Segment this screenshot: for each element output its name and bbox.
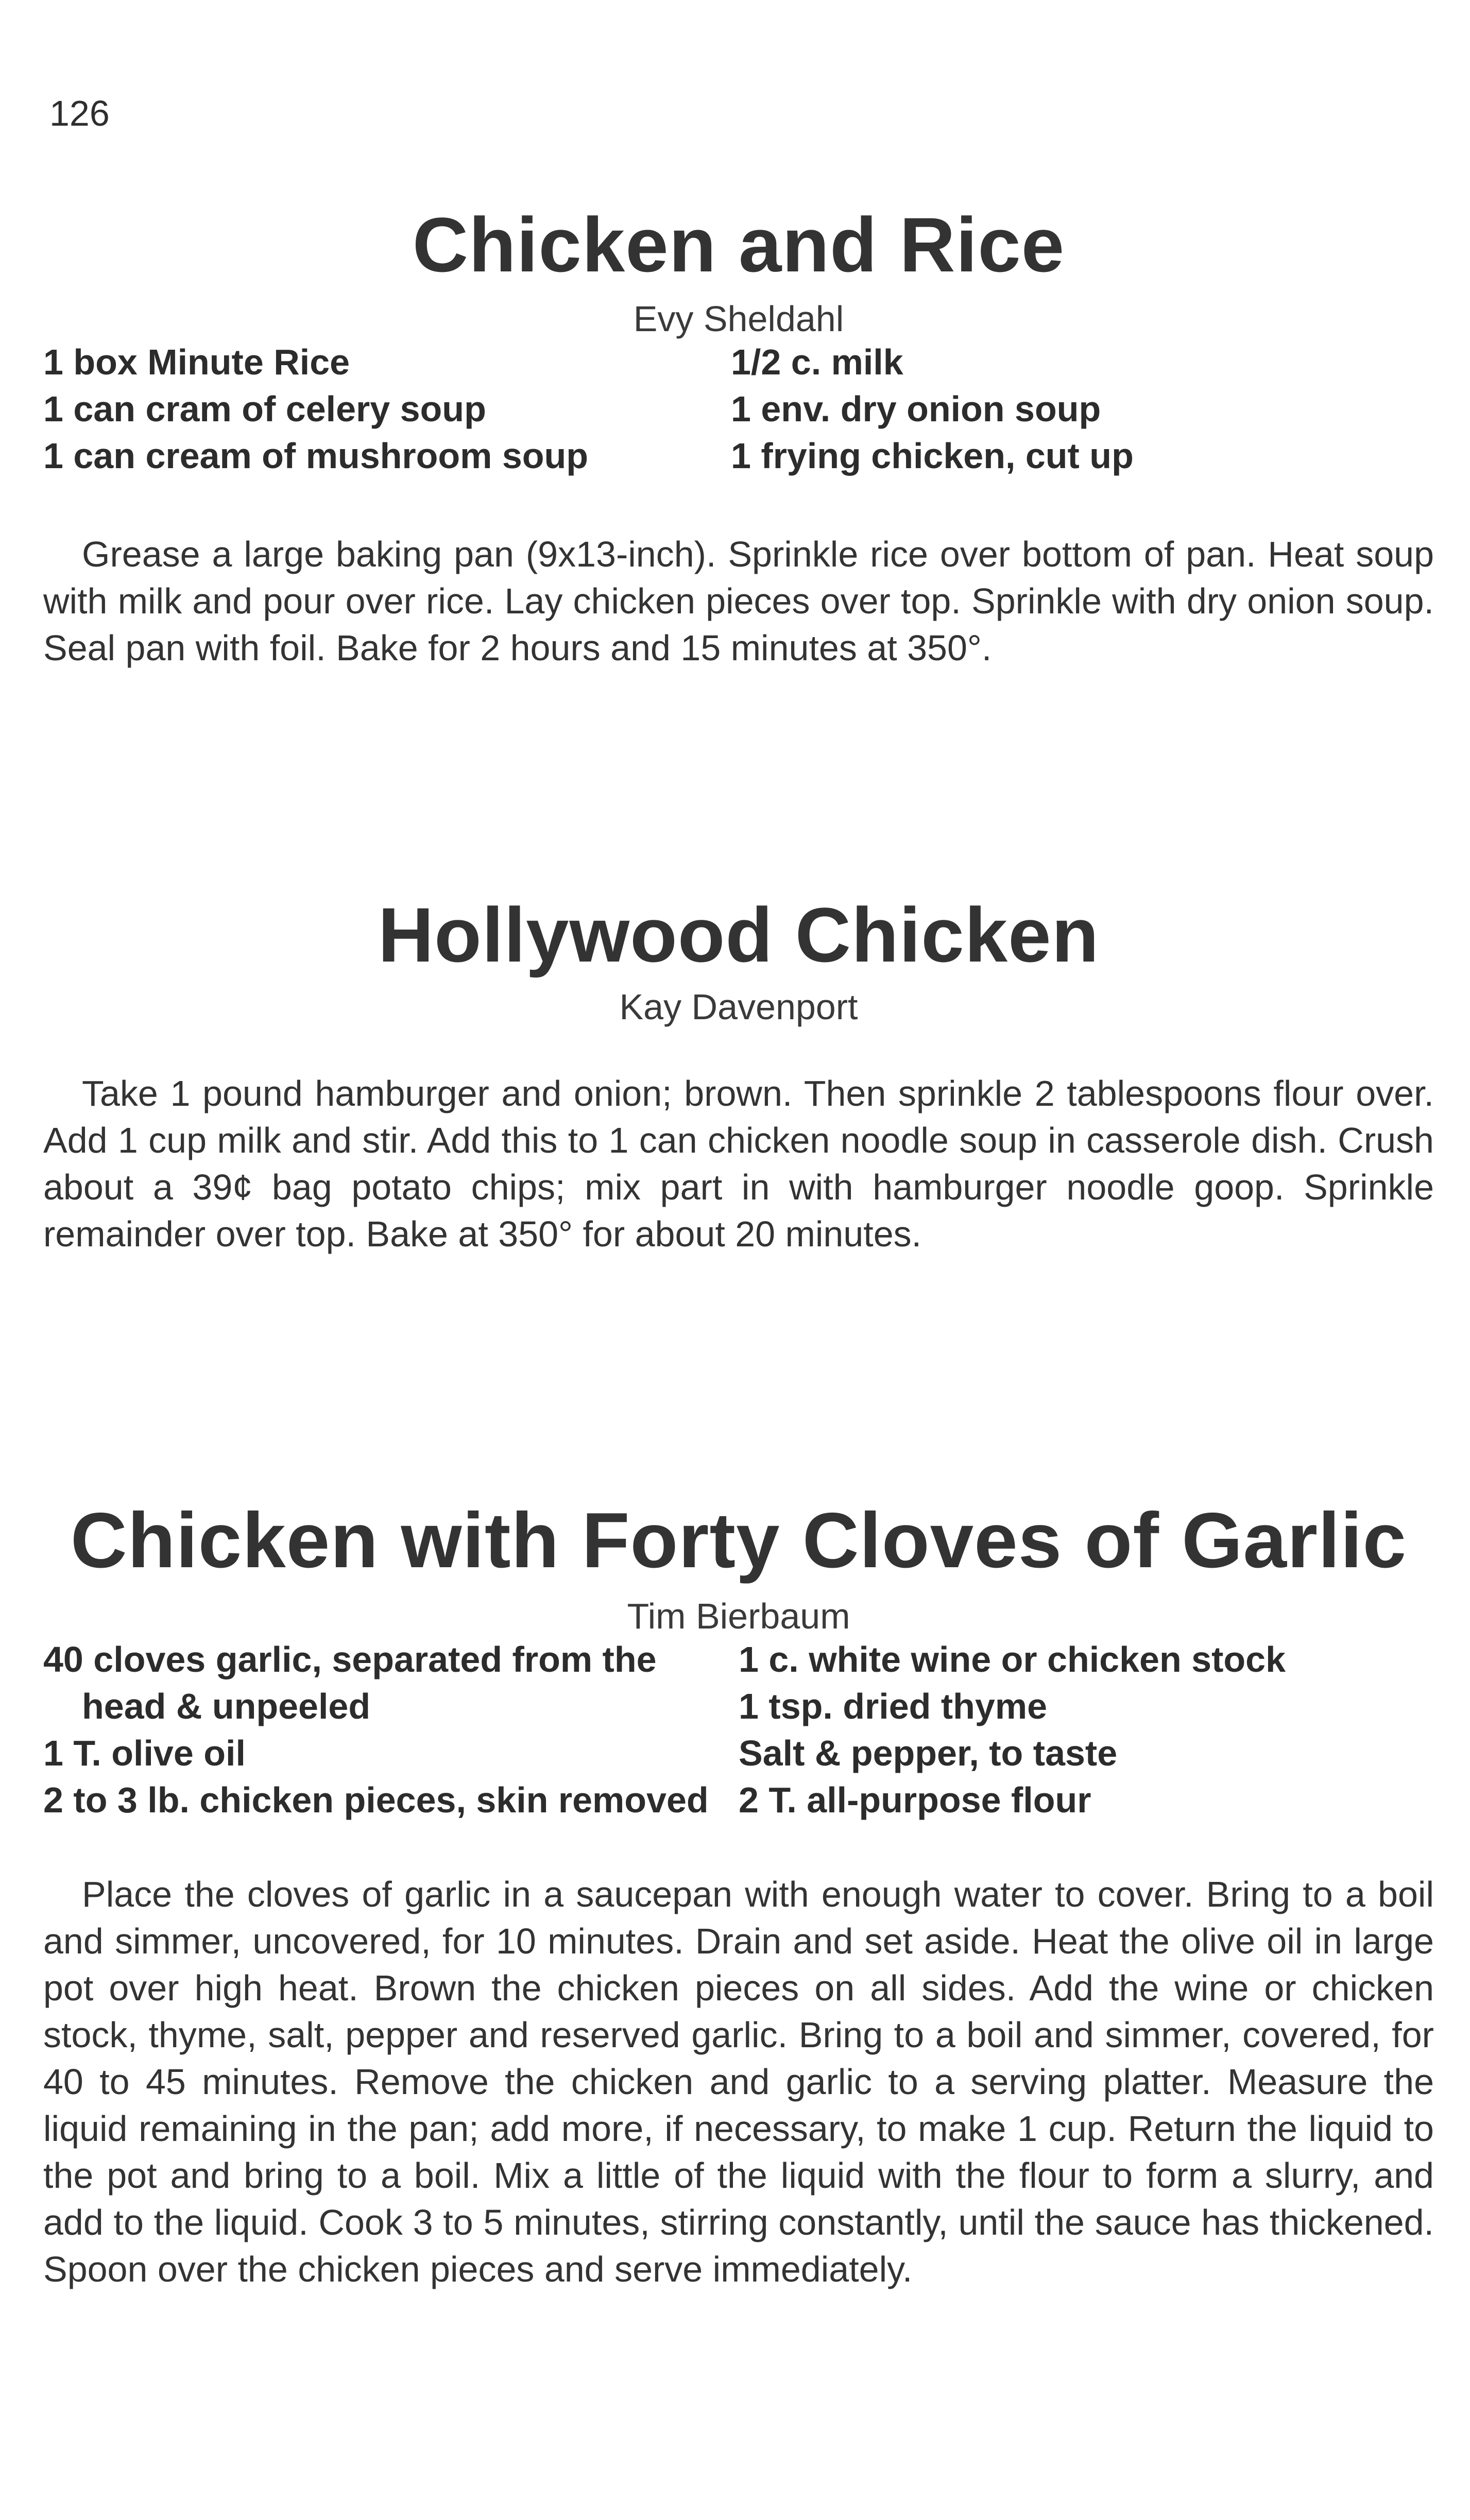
recipe-chicken-forty-cloves-garlic — [43, 1497, 1434, 2293]
recipe-hollywood-chicken — [43, 892, 1434, 1258]
recipe-title: Chicken and Rice — [412, 201, 1065, 288]
ingredient-item: 40 cloves garlic, separated from the head & unpeeled — [43, 1639, 657, 1726]
page-number: 126 — [49, 93, 110, 133]
recipe-chicken-and-rice — [43, 201, 1434, 672]
recipe-directions: Take 1 pound hamburger and onion; brown. Then sprinkle 2 tablespoons flour over. Add 1 cup milk and stir. Add this to 1 can chicken noodle soup in casserole dish. Crush about a 39¢ bag potato chips; mix part in with hamburger noodle goop. Sprinkle remainder over top. Bake at 350° for about 20 minutes. — [43, 1073, 1434, 1254]
recipe-title: Hollywood Chicken — [378, 892, 1100, 978]
ingredients-right-column — [739, 1636, 1408, 1824]
ingredients-left-column — [43, 339, 731, 479]
ingredients-left-column — [43, 1636, 739, 1824]
recipe-title: Chicken with Forty Cloves of Garlic — [70, 1497, 1407, 1584]
ingredient-item: 2 to 3 lb. chicken pieces, skin removed — [43, 1780, 709, 1820]
ingredient-item: 1 env. dry onion soup — [731, 389, 1101, 429]
ingredient-item: 1 T. olive oil — [43, 1733, 246, 1773]
recipe-author: Evy Sheldahl — [633, 299, 844, 339]
recipe-directions: Grease a large baking pan (9x13-inch). Sprinkle rice over bottom of pan. Heat soup with milk and pour over rice. Lay chicken pieces over top. Sprinkle with dry onion soup. Seal pan with foil. Bake for 2 hours and 15 minutes at 350°. — [43, 534, 1434, 668]
ingredient-item: 1/2 c. milk — [731, 342, 903, 382]
recipe-directions: Place the cloves of garlic in a saucepan with enough water to cover. Bring to a boil and simmer, uncovered, for 10 minutes. Drain and set aside. Heat the olive oil in large pot over high heat. Brown the chicken pieces on all sides. Add the wine or chicken stock, thyme, salt, pepper and reserved garlic. Bring to a boil and simmer, covered, for 40 to 45 minutes. Remove the chicken and garlic to a serving platter. Measure the liquid remaining in the pan; add more, if necessary, to make 1 cup. Return the liquid to the pot and bring to a boil. Mix a little of the liquid with the flour to form a slurry, and add to the liquid. Cook 3 to 5 minutes, stirring constantly, until the sauce has thickened. Spoon over the chicken pieces and serve immediately. — [43, 1874, 1434, 2289]
ingredients-list — [43, 339, 1434, 479]
ingredient-item: 1 frying chicken, cut up — [731, 436, 1134, 476]
ingredient-item: 1 c. white wine or chicken stock — [739, 1639, 1286, 1679]
ingredient-item: 1 box Minute Rice — [43, 342, 350, 382]
ingredients-list — [43, 1636, 1434, 1824]
ingredients-right-column — [731, 339, 1400, 479]
recipe-author: Tim Bierbaum — [627, 1596, 850, 1636]
ingredient-item: 1 can cram of celery soup — [43, 389, 486, 429]
ingredient-item: 1 tsp. dried thyme — [739, 1686, 1048, 1726]
recipe-author: Kay Davenport — [619, 987, 858, 1027]
ingredient-item: 2 T. all-purpose flour — [739, 1780, 1091, 1820]
ingredient-item: 1 can cream of mushroom soup — [43, 436, 589, 476]
ingredient-item: Salt & pepper, to taste — [739, 1733, 1118, 1773]
